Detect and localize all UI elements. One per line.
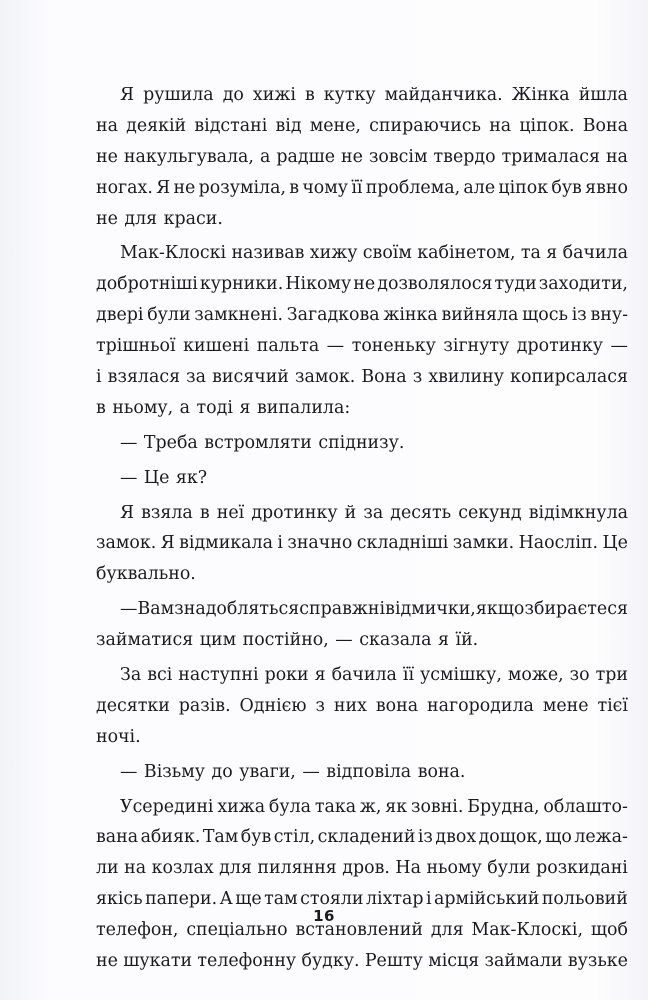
text-line: якісь папери. А ще там стояли ліхтар і армійський польовий — [96, 889, 628, 910]
text-line: не накульгувала, а радше не зовсім твердо трималася на — [96, 146, 628, 167]
text-line: — Це як? — [120, 467, 208, 488]
text-line: — Треба встромляти спіднизу. — [120, 432, 405, 453]
text-line: вана абияк. Там був стіл, складений із двох дощок, що лежа- — [96, 827, 628, 848]
text-line: — Вам знадобляться справжні відмички, якщо збираєтеся — [120, 599, 628, 620]
text-line: не шукати телефонну будку. Решту місця займали вузьке — [96, 951, 628, 972]
text-line: Я рушила до хижі в кутку майданчика. Жінка йшла — [120, 85, 628, 105]
text-line: двері були замкнені. Загадкова жінка вийняла щось із вну- — [96, 305, 628, 326]
body-text — [96, 80, 628, 977]
text-line: десятки разів. Однією з них вона нагородила мене тієї — [96, 695, 628, 716]
text-line: ногах. Я не розуміла, в чому її проблема, але ціпок був явно — [96, 177, 628, 198]
text-line: — Візьму до уваги, — відповіла вона. — [120, 761, 466, 782]
text-line: трішньої кишені пальта — тоненьку зігнуту дротинку — — [96, 336, 628, 357]
text-line: Усередині хижа була така ж, як зовні. Брудна, облашто- — [120, 796, 628, 817]
text-line: телефон, спеціально встановлений для Мак-Клоскі, щоб — [96, 920, 628, 941]
text-line: замок. Я відмикала і значно складніші замки. Наосліп. Це — [96, 533, 628, 554]
text-line: в ньому, а тоді я випалила: — [96, 397, 351, 418]
text-line: Мак-Клоскі називав хижу своїм кабінетом, та я бачила — [120, 243, 628, 264]
text-line: Я взяла в неї дротинку й за десять секунд відімкнула — [120, 502, 628, 523]
text-line: ночі. — [96, 726, 141, 747]
text-line: За всі наступні роки я бачила її усмішку, може, зо три — [120, 665, 628, 686]
text-line: добротніші курники. Нікому не дозволялося туди заходити, — [96, 274, 628, 295]
text-line: на деякій відстані від мене, спираючись на ціпок. Вона — [96, 115, 628, 136]
text-line: ли на козлах для пиляння дров. На ньому були розкидані — [96, 858, 628, 879]
page-number: 16 — [313, 907, 335, 925]
text-line: не для краси. — [96, 208, 223, 229]
text-line: буквально. — [96, 564, 196, 585]
text-line: займатися цим постійно, — сказала я їй. — [96, 630, 479, 651]
text-line: і взялася за висячий замок. Вона з хвилину копирсалася — [96, 367, 628, 388]
